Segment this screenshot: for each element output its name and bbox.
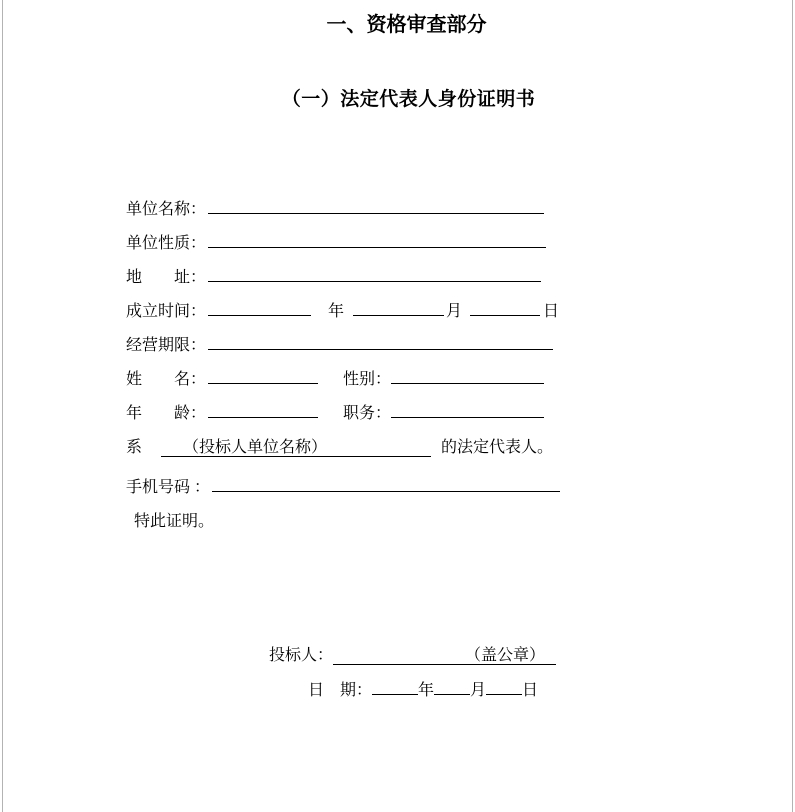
field-row-name-gender	[126, 363, 792, 397]
founded-month-unit: 月	[446, 303, 463, 320]
founded-year-unit: 年	[328, 303, 345, 320]
unit-name-blank[interactable]	[208, 197, 544, 214]
certify-text: 特此证明。	[134, 513, 215, 530]
founded-year-blank[interactable]	[208, 299, 311, 316]
date-label: 日 期：	[308, 682, 373, 699]
position-blank[interactable]	[391, 401, 544, 418]
signature-block	[269, 539, 792, 708]
rep-unit-blank[interactable]: （投标人单位名称）	[161, 439, 431, 457]
field-row-address	[126, 261, 792, 295]
date-month-blank[interactable]	[434, 678, 470, 695]
field-row-unit-name	[126, 193, 792, 227]
bidder-row	[269, 638, 792, 673]
rep-suffix: 的法定代表人。	[441, 439, 554, 456]
person-name-label: 姓 名：	[126, 371, 207, 388]
founded-day-blank[interactable]	[470, 299, 540, 316]
section-title: 一、资格审查部分	[326, 14, 487, 36]
founded-day-unit: 日	[543, 303, 560, 320]
age-label: 年 龄：	[126, 405, 207, 422]
date-year-unit: 年	[418, 682, 435, 699]
date-day-unit: 日	[522, 682, 539, 699]
phone-label: 手机号码 ：	[126, 479, 211, 496]
term-label: 经营期限：	[126, 337, 207, 354]
position-label: 职务：	[343, 405, 392, 422]
date-day-blank[interactable]	[486, 678, 522, 695]
field-row-founded	[126, 295, 792, 329]
bidder-label: 投标人：	[269, 647, 334, 664]
date-row	[269, 673, 792, 708]
rep-prefix: 系	[126, 439, 143, 456]
form-body	[126, 111, 792, 539]
address-blank[interactable]	[208, 265, 541, 282]
term-blank[interactable]	[208, 333, 553, 350]
field-row-term	[126, 329, 792, 363]
date-year-blank[interactable]	[372, 678, 418, 695]
phone-blank[interactable]	[212, 475, 560, 492]
field-row-phone	[126, 471, 792, 505]
field-row-unit-nature	[126, 227, 792, 261]
gender-blank[interactable]	[391, 367, 544, 384]
bidder-signature-blank[interactable]: （盖公章）	[333, 647, 556, 665]
unit-nature-blank[interactable]	[208, 231, 546, 248]
person-name-blank[interactable]	[208, 367, 318, 384]
document-page	[2, 0, 793, 812]
founded-label: 成立时间：	[126, 303, 207, 320]
founded-month-blank[interactable]	[353, 299, 444, 316]
unit-name-label: 单位名称：	[126, 201, 207, 218]
unit-nature-label: 单位性质：	[126, 235, 207, 252]
age-blank[interactable]	[208, 401, 318, 418]
field-row-age-position	[126, 397, 792, 431]
date-month-unit: 月	[470, 682, 487, 699]
doc-title: （一）法定代表人身份证明书	[281, 89, 536, 110]
certify-row	[126, 505, 792, 539]
address-label: 地 址：	[126, 269, 207, 286]
gender-label: 性别：	[343, 371, 392, 388]
field-row-legal-rep	[126, 431, 792, 465]
